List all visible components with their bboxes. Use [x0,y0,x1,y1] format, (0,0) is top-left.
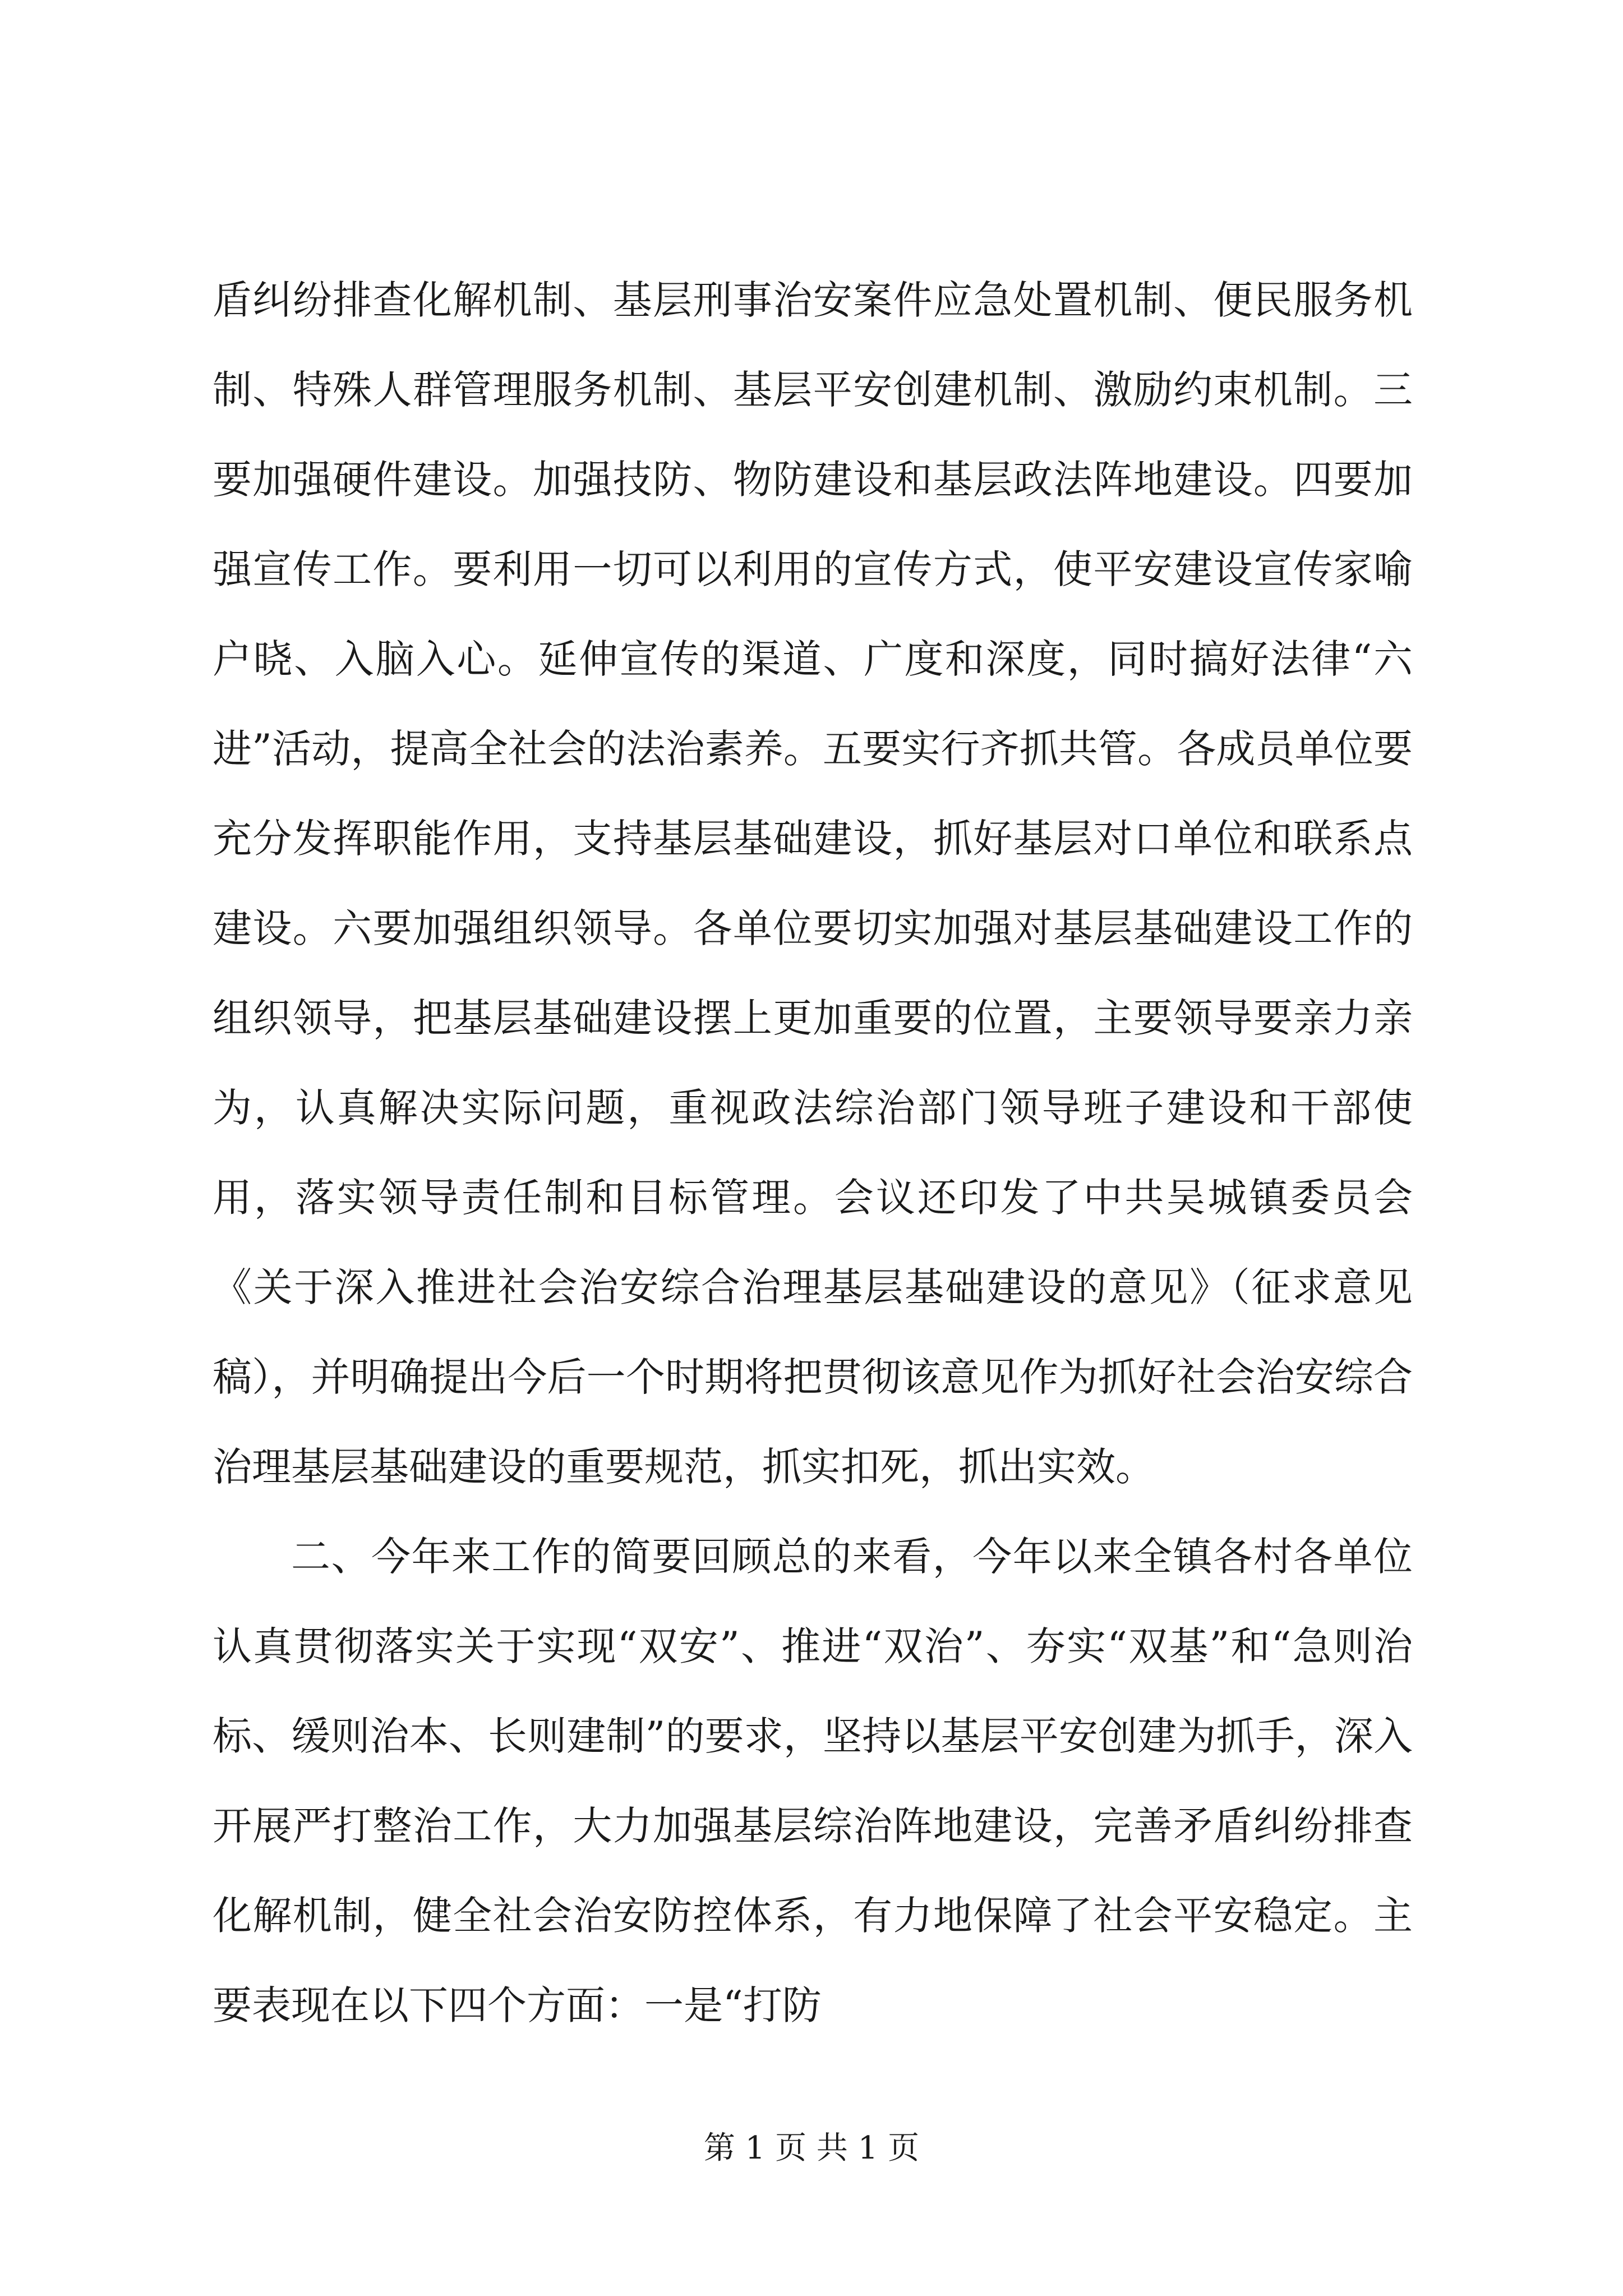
document-body [213,255,1413,2050]
paragraph-2: 二、今年来工作的简要回顾总的来看，今年以来全镇各村各单位认真贯彻落实关于实现“双安”、推进“双治”、夯实“双基”和“急则治标、缓则治本、长则建制”的要求，坚持以基层平安创建为抓手，深入开展严打整治工作，大力加强基层综治阵地建设，完善矛盾纠纷排查化解机制，健全社会治安防控体系，有力地保障了社会平安稳定。主要表现在以下四个方面：一是“打防 [213,1534,1413,2028]
paragraph-1: 盾纠纷排查化解机制、基层刑事治安案件应急处置机制、便民服务机制、特殊人群管理服务机制、基层平安创建机制、激励约束机制。三要加强硬件建设。加强技防、物防建设和基层政法阵地建设。四要加强宣传工作。要利用一切可以利用的宣传方式，使平安建设宣传家喻户晓、入脑入心。延伸宣传的渠道、广度和深度，同时搞好法律“六进”活动，提高全社会的法治素养。五要实行齐抓共管。各成员单位要充分发挥职能作用，支持基层基础建设，抓好基层对口单位和联系点建设。六要加强组织领导。各单位要切实加强对基层基础建设工作的组织领导，把基层基础建设摆上更加重要的位置，主要领导要亲力亲为，认真解决实际问题，重视政法综治部门领导班子建设和干部使用，落实领导责任制和目标管理。会议还印发了中共吴城镇委员会《关于深入推进社会治安综合治理基层基础建设的意见》（征求意见稿），并明确提出今后一个时期将把贯彻该意见作为抓好社会治安综合治理基层基础建设的重要规范，抓实扣死，抓出实效。 [213,277,1413,1490]
page-footer: 第 1 页 共 1 页 [703,2130,920,2166]
